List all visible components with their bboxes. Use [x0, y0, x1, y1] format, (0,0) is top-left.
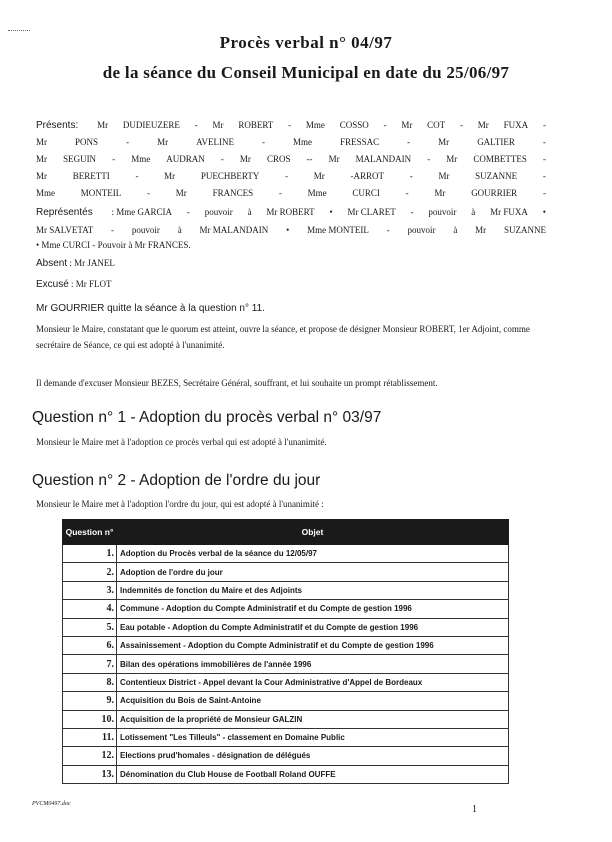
member-name: MONTEIL	[80, 188, 122, 198]
document-title: Procès verbal n° 04/97	[219, 33, 393, 52]
agenda-objet: Acquisition de la propriété de Monsieur GALZIN	[117, 710, 509, 728]
civilite: Mr	[438, 137, 450, 147]
agenda-objet: Commune - Adoption du Compte Administratif et du Compte de gestion 1996	[117, 600, 509, 618]
agenda-objet: Contentieux District - Appel devant la Cour Administrative d'Appel de Bordeaux	[117, 673, 509, 691]
agenda-num: 1.	[63, 545, 117, 563]
absent-value: : Mr JANEL	[69, 258, 115, 268]
separator: -	[147, 188, 151, 198]
separator: -	[285, 171, 289, 181]
table-row	[63, 600, 509, 618]
proxy-text: Mr CLARET	[347, 207, 396, 217]
civilite: Mr	[97, 120, 109, 130]
agenda-num: 4.	[63, 600, 117, 618]
member-name: GOURRIER	[471, 188, 518, 198]
question-2-heading: Question n° 2 - Adoption de l'ordre du jour	[32, 472, 321, 489]
separator: -	[126, 137, 130, 147]
separator: -	[386, 225, 390, 235]
page-number: 1	[472, 804, 477, 815]
proxy-text: pouvoir	[407, 225, 436, 235]
agenda-objet: Eau potable - Adoption du Compte Administratif et du Compte de gestion 1996	[117, 618, 509, 636]
bullet: •	[286, 225, 290, 235]
proxy-text: à	[453, 225, 458, 235]
member-name: CROS	[266, 154, 291, 164]
civilite: Mr	[175, 188, 187, 198]
civilite: Mme	[307, 188, 327, 198]
agenda-num: 5.	[63, 618, 117, 636]
proxy-text: pouvoir	[204, 207, 233, 217]
member-name: COMBETTES	[473, 154, 527, 164]
question-2-text: Monsieur le Maire met à l'adoption l'ordre du jour, qui est adopté à l'unanimité :	[36, 499, 324, 509]
member-name: AUDRAN	[166, 154, 205, 164]
table-row	[63, 728, 509, 746]
presents-line-2	[36, 137, 546, 147]
separator: -	[407, 137, 411, 147]
civilite: Mr	[401, 120, 413, 130]
member-name: -ARROT	[350, 171, 384, 181]
civilite: Mr	[212, 120, 224, 130]
member-name: FUXA	[503, 120, 529, 130]
representes-line-1	[36, 207, 546, 218]
table-row	[63, 747, 509, 765]
separator: -	[262, 137, 265, 147]
separator: -	[405, 188, 409, 198]
separator: -	[220, 154, 224, 164]
member-name: SEGUIN	[63, 154, 97, 164]
member-name: CURCI	[352, 188, 380, 198]
bullet: •	[329, 207, 333, 217]
table-row	[63, 545, 509, 563]
agenda-num: 11.	[63, 728, 117, 746]
agenda-objet: Dénomination du Club House de Football Roland OUFFE	[117, 765, 509, 783]
representes-line-2	[36, 225, 546, 235]
member-name: COSSO	[339, 120, 369, 130]
presents-line-1	[36, 120, 546, 131]
table-row	[63, 563, 509, 581]
opening-paragraph: Monsieur le Maire, constatant que le quorum est atteint, ouvre la séance, et propose de désigner Monsieur ROBERT, 1er Adjoint, comme secrétaire de Séance, ce qui est adopté à l'unanimité.	[36, 324, 530, 350]
col-objet-header: Objet	[117, 520, 509, 545]
agenda-num: 3.	[63, 581, 117, 599]
agenda-objet: Assainissement - Adoption du Compte Administratif et du Compte de gestion 1996	[117, 636, 509, 654]
separator: -	[135, 171, 139, 181]
proxy-text: pouvoir	[131, 225, 160, 235]
member-name: SUZANNE	[475, 171, 518, 181]
proxy-text: à	[471, 207, 476, 217]
question-1-heading: Question n° 1 - Adoption du procès verbal n° 03/97	[32, 409, 382, 426]
agenda-num: 7.	[63, 655, 117, 673]
agenda-objet: Acquisition du Bois de Saint-Antoine	[117, 692, 509, 710]
separator: -	[194, 120, 198, 130]
separator: -	[383, 120, 387, 130]
civilite: Mr	[434, 188, 446, 198]
absent-line	[36, 258, 115, 269]
civilite: Mr	[313, 171, 325, 181]
separator: --	[306, 154, 313, 164]
agenda-table	[62, 519, 509, 784]
civilite: Mme	[131, 154, 151, 164]
agenda-num: 9.	[63, 692, 117, 710]
civilite: Mr	[164, 171, 176, 181]
member-name: FRESSAC	[340, 137, 380, 147]
col-question-header: Question n°	[63, 520, 117, 545]
member-name: ROBERT	[238, 120, 274, 130]
presents-line-5	[36, 188, 546, 198]
civilite: Mr	[477, 120, 489, 130]
presents-line-4	[36, 171, 546, 181]
member-name: MALANDAIN	[355, 154, 412, 164]
civilite: Mme	[293, 137, 313, 147]
agenda-num: 8.	[63, 673, 117, 691]
member-name: PUECHBERTY	[200, 171, 260, 181]
separator: -	[542, 171, 546, 181]
agenda-num: 13.	[63, 765, 117, 783]
agenda-objet: Bilan des opérations immobilières de l'année 1996	[117, 655, 509, 673]
separator: -	[288, 120, 292, 130]
proxy-text: SUZANNE	[503, 225, 546, 235]
agenda-num: 10.	[63, 710, 117, 728]
civilite: Mr	[239, 154, 251, 164]
excuse-paragraph: Il demande d'excuser Monsieur BEZES, Secrétaire Général, souffrant, et lui souhaite un prompt rétablissement.	[36, 378, 438, 388]
member-name: FRANCES	[212, 188, 254, 198]
civilite: Mr	[157, 137, 169, 147]
civilite: Mr	[36, 137, 47, 147]
member-name: COT	[427, 120, 446, 130]
member-name: BERETTI	[72, 171, 110, 181]
civilite: Mr	[36, 171, 47, 181]
civilite: Mme	[36, 188, 55, 198]
agenda-num: 12.	[63, 747, 117, 765]
representes-label: Représentés	[36, 207, 93, 218]
agenda-objet: Lotissement "Les Tilleuls" - classement en Domaine Public	[117, 728, 509, 746]
separator: -	[542, 120, 546, 130]
proxy-text: Mr	[475, 225, 487, 235]
separator: -	[111, 225, 115, 235]
agenda-objet: Elections prud'homales - désignation de délégués	[117, 747, 509, 765]
representes-line-3: • Mme CURCI - Pouvoir à Mr FRANCES.	[36, 240, 191, 250]
separator: -	[186, 207, 190, 217]
presents-label: Présents:	[36, 120, 79, 131]
proxy-text: Mme MONTEIL	[307, 225, 369, 235]
absent-label: Absent	[36, 258, 68, 269]
presents-line-3	[36, 154, 546, 164]
separator: -	[409, 171, 413, 181]
separator: -	[112, 154, 116, 164]
agenda-num: 2.	[63, 563, 117, 581]
separator: -	[542, 137, 546, 147]
table-row	[63, 618, 509, 636]
bullet: •	[542, 207, 546, 217]
table-row	[63, 655, 509, 673]
table-row	[63, 581, 509, 599]
separator: -	[542, 154, 546, 164]
table-row	[63, 673, 509, 691]
agenda-objet: Adoption du Procès verbal de la séance du 12/05/97	[117, 545, 509, 563]
agenda-header-row	[63, 520, 509, 545]
agenda-objet: Indemnités de fonction du Maire et des Adjoints	[117, 581, 509, 599]
civilite: Mr	[446, 154, 458, 164]
proxy-text: à	[247, 207, 252, 217]
gourrier-note: Mr GOURRIER quitte la séance à la question n° 11.	[36, 303, 265, 314]
agenda-num: 6.	[63, 636, 117, 654]
separator: -	[459, 120, 463, 130]
document-subtitle: de la séance du Conseil Municipal en date du 25/06/97	[102, 63, 510, 82]
excuse-value: : Mr FLOT	[71, 279, 112, 289]
table-row	[63, 636, 509, 654]
civilite: Mr	[328, 154, 340, 164]
proxy-text: Mr FUXA	[490, 207, 528, 217]
proxy-text: Mr MALANDAIN	[199, 225, 269, 235]
table-row	[63, 710, 509, 728]
member-name: AVELINE	[196, 137, 234, 147]
proxy-text: Mr SALVETAT	[36, 225, 94, 235]
civilite: Mr	[438, 171, 450, 181]
member-name: GALTIER	[477, 137, 515, 147]
member-name: DUDIEUZERE	[122, 120, 180, 130]
table-row	[63, 765, 509, 783]
excuse-label: Excusé	[36, 279, 69, 290]
table-row	[63, 692, 509, 710]
agenda-objet: Adoption de l'ordre du jour	[117, 563, 509, 581]
civilite: Mme	[305, 120, 325, 130]
proxy-text: : Mme GARCIA	[111, 207, 173, 217]
separator: -	[278, 188, 282, 198]
separator: -	[542, 188, 546, 198]
separator: -	[427, 154, 431, 164]
question-1-text: Monsieur le Maire met à l'adoption ce procès verbal qui est adopté à l'unanimité.	[36, 437, 327, 447]
civilite: Mr	[36, 154, 47, 164]
member-name: PONS	[75, 137, 99, 147]
proxy-text: Mr ROBERT	[266, 207, 315, 217]
separator: -	[410, 207, 414, 217]
proxy-text: à	[177, 225, 182, 235]
proxy-text: pouvoir	[428, 207, 457, 217]
excuse-line	[36, 279, 112, 290]
footer-filename: PVCM0497.doc	[32, 801, 71, 807]
